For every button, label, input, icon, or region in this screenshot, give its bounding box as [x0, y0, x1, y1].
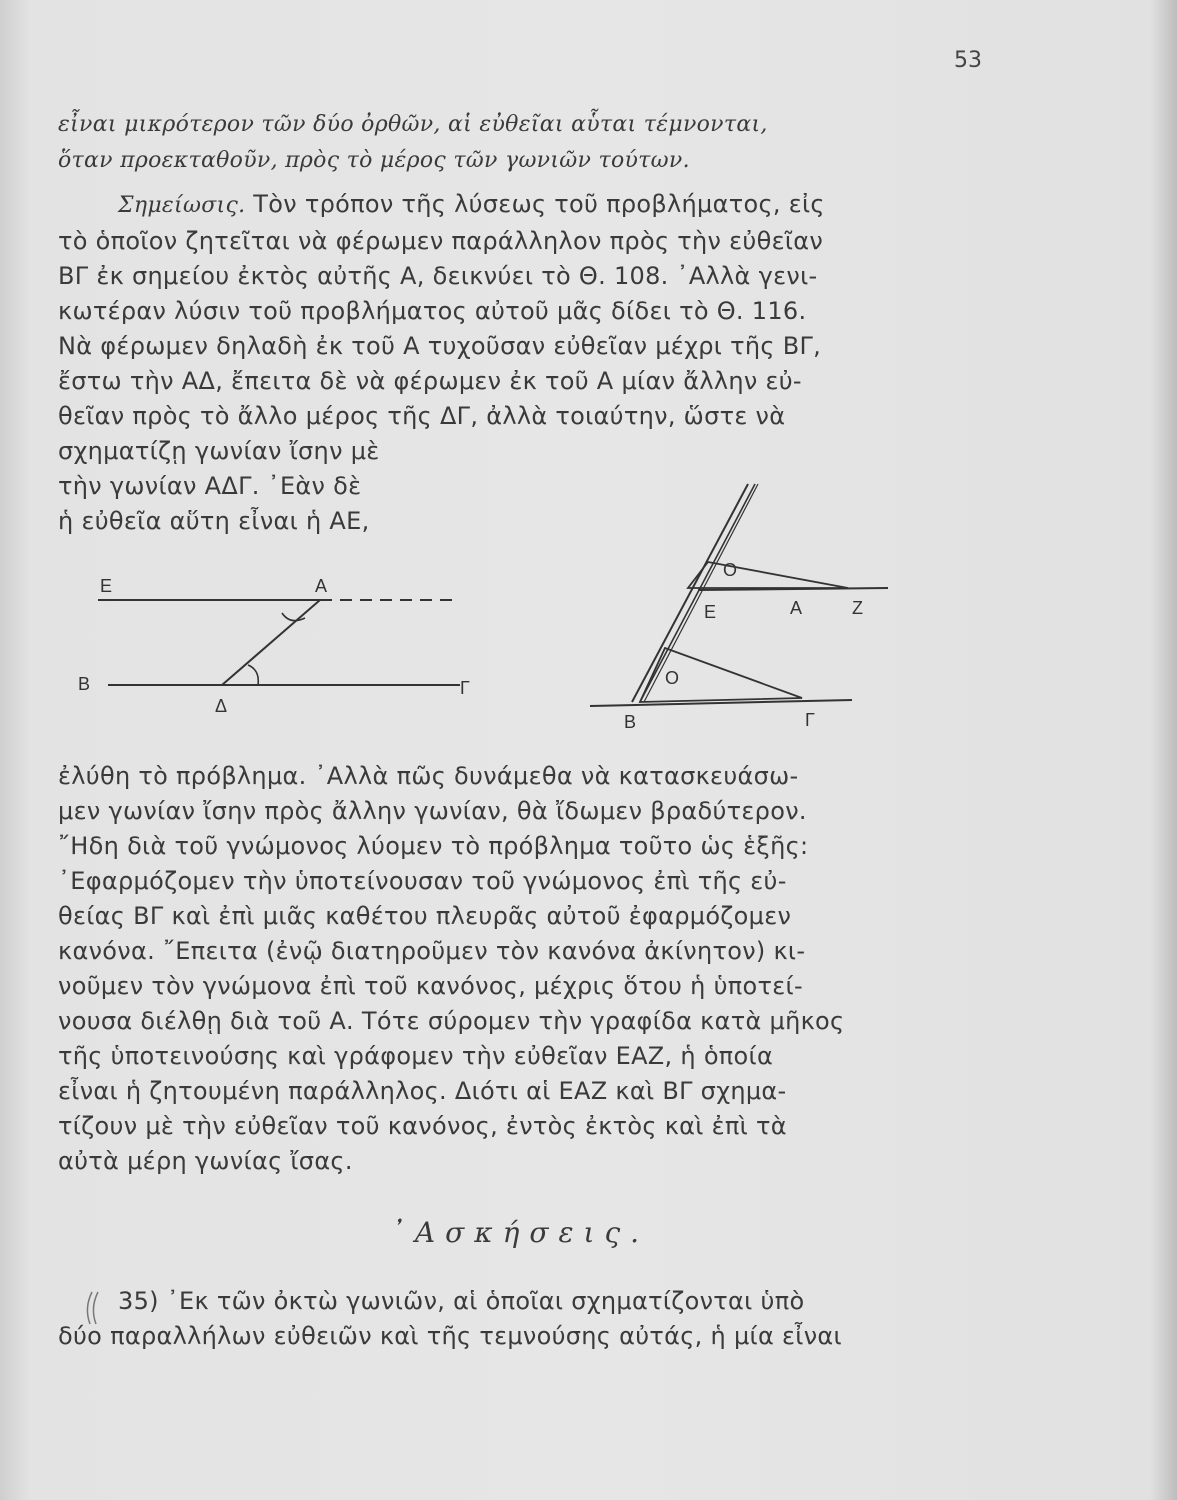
exercises-heading: ᾿Ασκήσεις. [390, 1216, 650, 1249]
after-line-4: ᾿Εφαρμόζομεν τὴν ὑποτείνουσαν τοῦ γνώμονος ἐπὶ τῆς εὐ- [58, 867, 787, 895]
after-line-2: μεν γωνίαν ἴσην πρὸς ἄλλην γωνίαν, θὰ ἴδωμεν βραδύτερον. [58, 797, 807, 825]
figure-parallel-construction [70, 570, 490, 720]
after-line-1: ἐλύθη τὸ πρόβλημα. ᾿Αλλὰ πῶς δυνάμεθα νὰ κατασκευάσω- [58, 762, 799, 790]
note-line-2: τὸ ὁποῖον ζητεῖται νὰ φέρωμεν παράλληλον πρὸς τὴν εὐθεῖαν [58, 227, 824, 255]
label-Z: Ζ [852, 598, 863, 618]
note-first-line [118, 190, 825, 218]
figure-set-square-construction [590, 480, 900, 740]
after-line-6: κανόνα. ῎Επειτα (ἐνῷ διατηροῦμεν τὸν κανόνα ἀκίνητον) κι- [58, 937, 806, 965]
intro-line-1: εἶναι μικρότερον τῶν δύο ὀρθῶν, αἱ εὐθεῖαι αὗται τέμνονται, [58, 112, 768, 137]
pencil-mark-icon [80, 1290, 110, 1326]
label-D: Δ [215, 696, 228, 716]
after-line-8: νουσα διέλθῃ διὰ τοῦ Α. Τότε σύρομεν τὴν γραφίδα κατὰ μῆκος [58, 1007, 845, 1035]
note-first-text: Τὸν τρόπον τῆς λύσεως τοῦ προβλήματος, εἰς [245, 190, 825, 218]
label-E: Ε [100, 576, 113, 596]
label-O-top: Ο [723, 560, 738, 580]
after-line-7: νοῦμεν τὸν γνώμονα ἐπὶ τοῦ κανόνος, μέχρις ὅτου ἡ ὑποτεί- [58, 972, 803, 1000]
note-line-5: Νὰ φέρωμεν δηλαδὴ ἐκ τοῦ Α τυχοῦσαν εὐθεῖαν μέχρι τῆς ΒΓ, [58, 332, 822, 360]
note-line-10: ἡ εὐθεῖα αὕτη εἶναι ἡ ΑΕ, [58, 507, 370, 535]
page-number: 53 [954, 48, 982, 73]
after-line-11: τίζουν μὲ τὴν εὐθεῖαν τοῦ κανόνος, ἐντὸς ἐκτὸς καὶ ἐπὶ τὰ [58, 1112, 787, 1140]
label-B: Β [624, 712, 637, 732]
label-O-bottom: Ο [665, 668, 680, 688]
note-line-4: κωτέραν λύσιν τοῦ προβλήματος αὐτοῦ μᾶς δίδει τὸ Θ. 116. [58, 297, 807, 325]
note-label: Σημείωσις. [118, 193, 246, 218]
label-G: Γ [460, 678, 470, 698]
note-line-8: σχηματίζῃ γωνίαν ἴσην μὲ [58, 437, 380, 465]
after-line-3: ῎Ηδη διὰ τοῦ γνώμονος λύομεν τὸ πρόβλημα τοῦτο ὡς ἑξῆς: [58, 832, 809, 860]
note-line-9: τὴν γωνίαν ΑΔΓ. ᾿Εὰν δὲ [58, 472, 362, 500]
after-line-12: αὐτὰ μέρη γωνίας ἴσας. [58, 1147, 353, 1175]
label-B: Β [78, 674, 91, 694]
label-A: Α [315, 576, 328, 596]
note-line-6: ἔστω τὴν ΑΔ, ἔπειτα δὲ νὰ φέρωμεν ἐκ τοῦ Α μίαν ἄλλην εὐ- [58, 367, 802, 395]
intro-line-2: ὅταν προεκταθοῦν, πρὸς τὸ μέρος τῶν γωνιῶν τούτων. [58, 148, 690, 173]
after-line-10: εἶναι ἡ ζητουμένη παράλληλος. Διότι αἱ ΕΑΖ καὶ ΒΓ σχημα- [58, 1077, 787, 1105]
after-line-9: τῆς ὑποτεινούσης καὶ γράφομεν τὴν εὐθεῖαν ΕΑΖ, ἡ ὁποία [58, 1042, 774, 1070]
label-A: Α [790, 598, 803, 618]
after-line-5: θείας ΒΓ καὶ ἐπὶ μιᾶς καθέτου πλευρᾶς αὐτοῦ ἐφαρμόζομεν [58, 902, 792, 930]
label-E: Ε [704, 602, 717, 622]
note-line-3: ΒΓ ἐκ σημείου ἐκτὸς αὐτῆς Α, δεικνύει τὸ Θ. 108. ᾿Αλλὰ γενι- [58, 262, 818, 290]
exercise-line-2: δύο παραλλήλων εὐθειῶν καὶ τῆς τεμνούσης αὐτάς, ἡ μία εἶναι [58, 1322, 842, 1350]
label-G: Γ [805, 710, 815, 730]
exercise-line-1: 35) ᾿Εκ τῶν ὀκτὼ γωνιῶν, αἱ ὁποῖαι σχηματίζονται ὑπὸ [118, 1287, 805, 1315]
note-line-7: θεῖαν πρὸς τὸ ἄλλο μέρος τῆς ΔΓ, ἀλλὰ τοιαύτην, ὥστε νὰ [58, 402, 786, 430]
